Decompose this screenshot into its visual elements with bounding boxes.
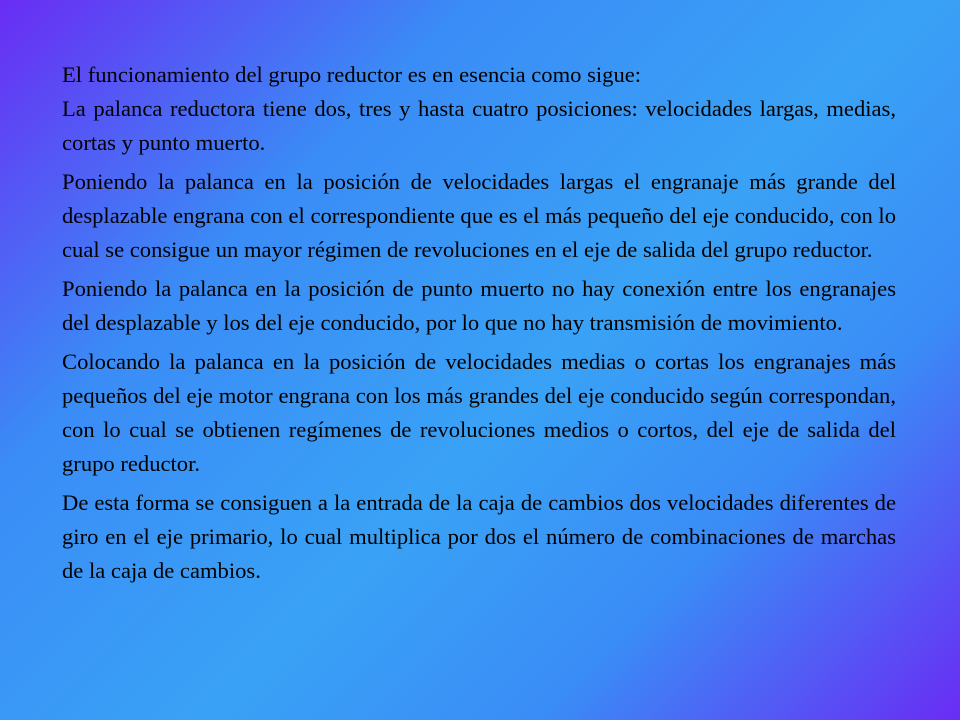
intro-paragraph: El funcionamiento del grupo reductor es en esencia como sigue: bbox=[62, 62, 642, 87]
neutral-paragraph: Poniendo la palanca en la posición de punto muerto no hay conexión entre los engranajes del desplazable y los del eje conducido, por lo que no hay transmisión de movimiento. bbox=[62, 276, 896, 335]
medium-short-speeds-paragraph: Colocando la palanca en la posición de velocidades medias o cortas los engranajes más pequeños del eje motor engrana con los más grandes del eje conducido según correspondan, con lo cual se obtienen regímenes de revoluciones medios o cortos, del eje de salida del grupo reductor. bbox=[62, 349, 896, 476]
long-speeds-paragraph: Poniendo la palanca en la posición de velocidades largas el engranaje más grande del desplazable engrana con el correspondiente que es el más pequeño del eje conducido, con lo cual se consigue un mayor régimen de revoluciones en el eje de salida del grupo reductor. bbox=[62, 169, 896, 262]
conclusion-paragraph: De esta forma se consiguen a la entrada de la caja de cambios dos velocidades diferentes de giro en el eje primario, lo cual multiplica por dos el número de combinaciones de marchas de la caja de cambios. bbox=[62, 490, 896, 583]
lever-positions-paragraph: La palanca reductora tiene dos, tres y hasta cuatro posiciones: velocidades largas, medias, cortas y punto muerto. bbox=[62, 96, 896, 155]
slide-text-body bbox=[62, 58, 896, 588]
